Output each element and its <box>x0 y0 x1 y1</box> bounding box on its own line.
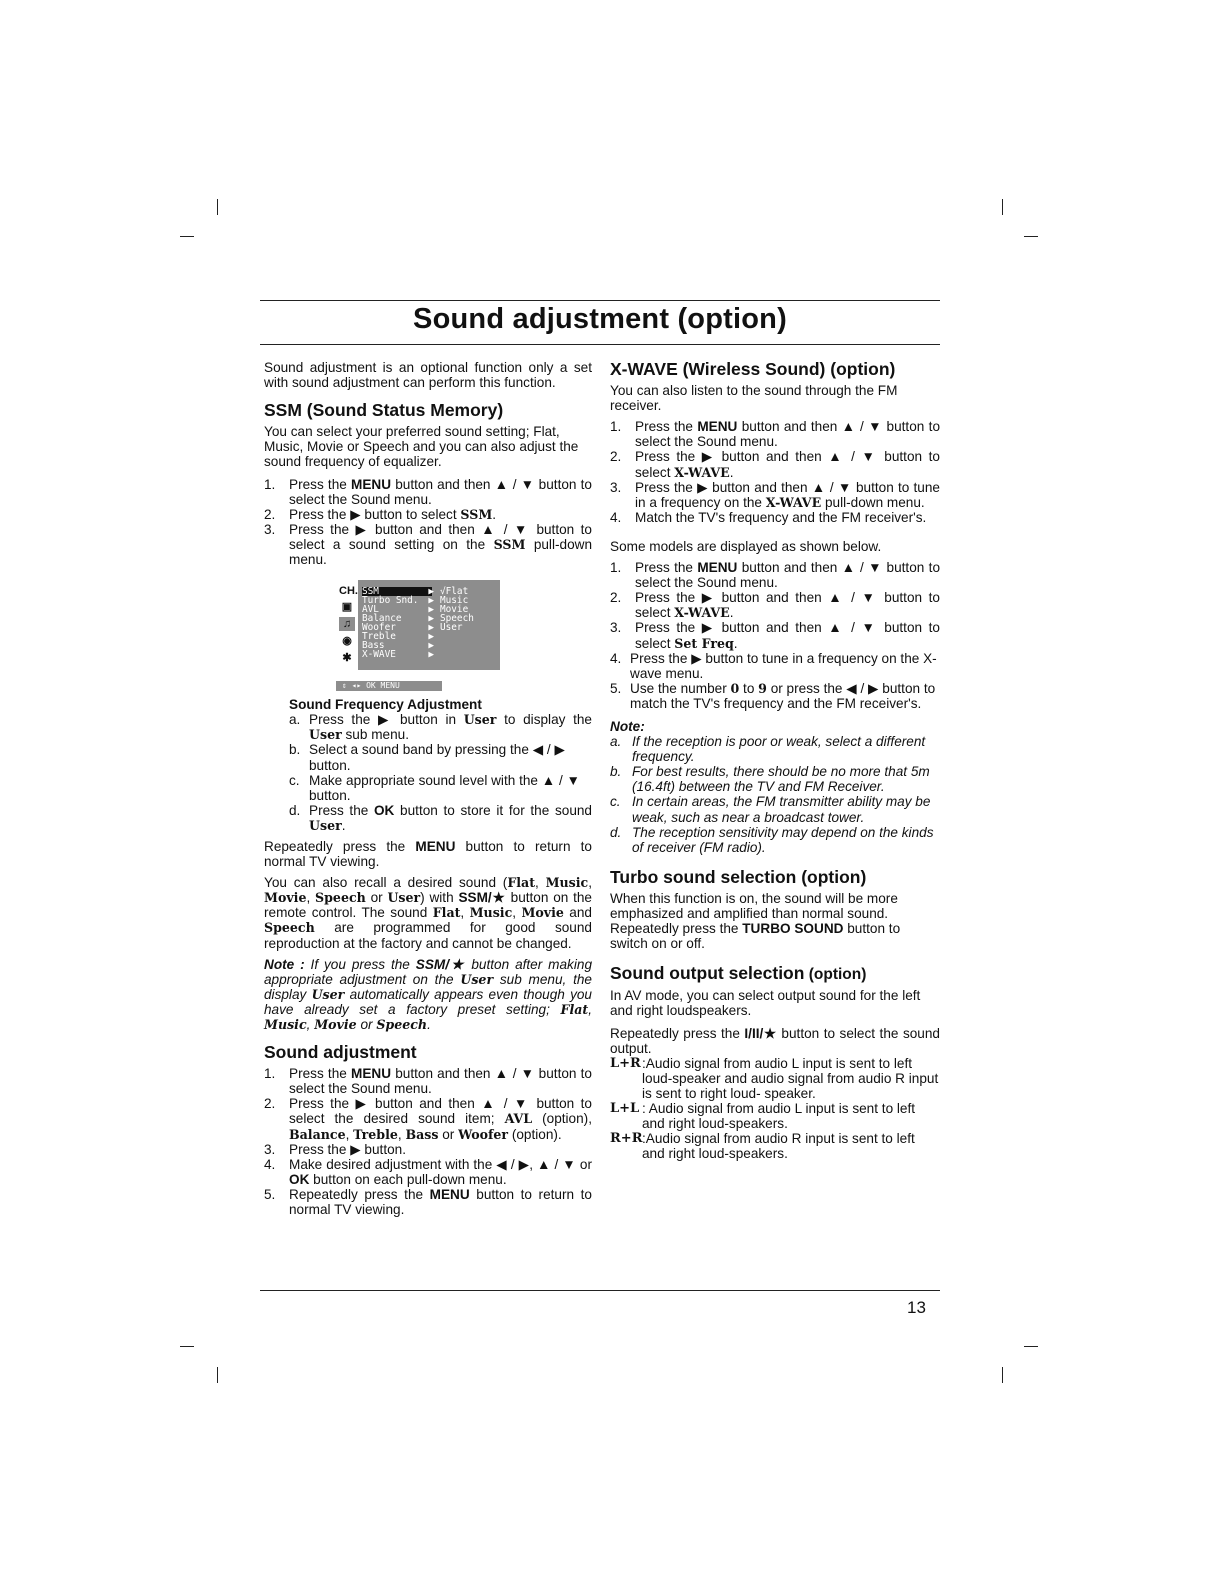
some-models-text: Some models are displayed as shown below. <box>610 538 882 554</box>
list-item: 4. Press the ▶ button to tune in a frequency on the X-wave menu. <box>610 650 937 681</box>
turbo-repeat: Repeatedly press the TURBO SOUND button to switch on or off. <box>610 921 901 952</box>
crop-mark <box>217 1367 218 1383</box>
left-column <box>264 360 592 1217</box>
arrow-right-icon: ▶ <box>428 649 434 661</box>
list-item: 2. Press the ▶ button and then ▲ / ▼ button to select X-WAVE. <box>610 590 940 621</box>
channel-icon: CH. <box>339 585 358 598</box>
list-item: 3. Press the ▶ button and then ▲ / ▼ button to tune in a frequency on the X-WAVE pull-down menu. <box>610 479 940 510</box>
list-item: 1. Press the MENU button and then ▲ / ▼ button to select the Sound menu. <box>610 419 941 450</box>
osd-icon-column <box>336 580 358 670</box>
arrow-right-icon: ▶ <box>428 622 434 634</box>
xwave-steps <box>610 419 940 525</box>
arrow-right-icon: ▶ <box>428 631 434 643</box>
arrow-right-icon: ▶ <box>428 595 434 607</box>
osd-item-balance[interactable]: Balance ▶ <box>362 613 434 625</box>
crop-mark <box>1002 1367 1003 1383</box>
osd-option-user[interactable]: User <box>440 622 463 634</box>
xwave-desc: You can also listen to the sound through the FM receiver. <box>610 383 898 414</box>
output-item-rr: R+R :Audio signal from audio R input is sent to left and right loud-speakers. <box>610 1131 915 1162</box>
list-item: c. In certain areas, the FM transmitter ability may be weak, such as near a broadcast tower. <box>610 794 931 825</box>
right-column <box>610 360 940 1161</box>
xwave-heading: X-WAVE (Wireless Sound) (option) <box>610 359 896 379</box>
crop-mark <box>1024 1346 1038 1347</box>
list-item: d. Press the OK button to store it for the sound User. <box>289 802 592 833</box>
osd-nav-bar: ⇕ ◂▸ OK MENU <box>336 681 442 691</box>
sound-adjustment-heading: Sound adjustment <box>264 1042 417 1063</box>
osd-item-ssm[interactable]: SSM ▶ <box>362 586 434 598</box>
osd-item-avl[interactable]: AVL ▶ <box>362 604 434 616</box>
crop-mark <box>1002 199 1003 215</box>
title-rule <box>260 344 940 345</box>
arrow-right-icon: ▶ <box>428 604 434 616</box>
adj-steps <box>264 1066 592 1217</box>
osd-option-music[interactable]: Music <box>440 595 469 607</box>
list-item: 3. Press the ▶ button and then ▲ / ▼ button to select Set Freq. <box>610 620 940 651</box>
list-item: 1. Press the MENU button and then ▲ / ▼ button to select the Sound menu. <box>264 476 592 507</box>
arrow-right-icon: ▶ <box>428 586 434 598</box>
crop-mark <box>217 199 218 215</box>
arrow-right-icon: ▶ <box>428 640 434 652</box>
osd-option-movie[interactable]: Movie <box>440 604 469 616</box>
xwave-steps-alt <box>610 560 940 711</box>
osd-item-woofer[interactable]: Woofer ▶ <box>362 622 434 634</box>
osd-item-treble[interactable]: Treble ▶ <box>362 631 434 643</box>
output-item-ll: L+L : Audio signal from audio L input is sent to left and right loud-speakers. <box>610 1101 916 1132</box>
freq-steps <box>264 712 592 833</box>
osd-option-flat[interactable]: √Flat <box>440 586 469 598</box>
osd-item-xwave[interactable]: X-WAVE ▶ <box>362 649 434 661</box>
list-item: a. If the reception is poor or weak, select a different frequency. <box>610 734 926 765</box>
repeat-text: Repeatedly press the MENU button to return to normal TV viewing. <box>264 838 592 870</box>
list-item: 5. Repeatedly press the MENU button to return to normal TV viewing. <box>264 1186 592 1218</box>
ssm-desc: You can select your preferred sound setting; Flat, Music, Movie or Speech and you can also adjust the sound frequency of equalizer. <box>264 424 579 470</box>
list-item: c. Make appropriate sound level with the ▲ / ▼ button. <box>289 772 580 803</box>
list-item: a. Press the ▶ button in User to display the User sub menu. <box>289 712 592 743</box>
list-item: d. The reception sensitivity may depend on the kinds of receiver (FM radio). <box>610 824 934 855</box>
turbo-heading: Turbo sound selection (option) <box>610 866 867 887</box>
list-item: 4. Make desired adjustment with the ◀ / ▶, ▲ / ▼ or OK button on each pull-down menu. <box>264 1156 592 1187</box>
bottom-rule <box>260 1290 940 1291</box>
list-item: 3. Press the ▶ button. <box>264 1141 407 1157</box>
osd-item-turbo[interactable]: Turbo Snd. ▶ <box>362 595 434 607</box>
time-icon: ◉ <box>342 635 352 648</box>
ssm-heading: SSM (Sound Status Memory) <box>264 400 504 421</box>
crop-mark <box>180 236 194 237</box>
arrow-right-icon: ▶ <box>428 613 434 625</box>
list-item: 1. Press the MENU button and then ▲ / ▼ button to select the Sound menu. <box>610 560 941 591</box>
freq-heading: Sound Frequency Adjustment <box>289 697 482 713</box>
sound-icon: ♫ <box>339 617 355 631</box>
output-repeat: Repeatedly press the I/II/★ button to select the sound output. <box>610 1025 940 1056</box>
list-item: b. Select a sound band by pressing the ◀ / ▶ button. <box>289 742 565 773</box>
intro-text: Sound adjustment is an optional function only a set with sound adjustment can perform this function. <box>264 360 592 391</box>
turbo-desc: When this function is on, the sound will be more emphasized and amplified than normal sound. <box>610 890 898 921</box>
top-rule <box>260 300 940 301</box>
recall-text: You can also recall a desired sound (Flat, Music, Movie, Speech or User) with SSM/★ button on the remote control. The sound Flat, Music, Movie and Speech are programmed for good sound reproduction at the factory and cannot be changed. <box>264 875 592 951</box>
list-item: 3. Press the ▶ button and then ▲ / ▼ button to select a sound setting on the SSM pull-down menu. <box>264 521 593 568</box>
output-item-lr: L+R :Audio signal from audio L input is sent to left loud-speaker and audio signal from audio R input is sent to right loud- speaker. <box>610 1055 939 1101</box>
osd-item-bass[interactable]: Bass ▶ <box>362 640 434 652</box>
page-title: Sound adjustment (option) <box>413 303 787 335</box>
list-item: 2. Press the ▶ button to select SSM. <box>264 506 497 522</box>
list-item: 2. Press the ▶ button and then ▲ / ▼ button to select X-WAVE. <box>610 449 940 480</box>
xwave-notes <box>610 734 940 855</box>
osd-option-speech[interactable]: Speech <box>440 613 474 625</box>
list-item: 5. Use the number 0 to 9 or press the ◀ / ▶ button to match the TV's frequency and the FM receiver's. <box>610 680 936 711</box>
list-item: b. For best results, there should be no more that 5m (16.4ft) between the TV and FM Receiver. <box>610 764 930 795</box>
list-item: 4. Match the TV's frequency and the FM receiver's. <box>610 509 927 525</box>
picture-icon: ▣ <box>341 601 353 614</box>
note-text: Note : If you press the SSM/★ button after making appropriate adjustment on the User sub menu, the display User automatically appears even though you have already set a factory preset setting; Flat, Music, Movie or Speech. <box>264 956 592 1032</box>
output-desc: In AV mode, you can select output sound for the left and right loudspeakers. <box>610 988 921 1019</box>
page-number: 13 <box>907 1298 926 1317</box>
special-icon: ✱ <box>342 652 352 665</box>
list-item: 1. Press the MENU button and then ▲ / ▼ button to select the Sound menu. <box>264 1066 592 1097</box>
ssm-steps <box>264 477 592 568</box>
crop-mark <box>180 1346 194 1347</box>
list-item: 2. Press the ▶ button and then ▲ / ▼ button to select the desired sound item; AVL (option), Balance, Treble, Bass or Woofer (option). <box>264 1096 592 1142</box>
output-heading: Sound output selection (option) <box>610 963 867 984</box>
sound-menu-osd <box>336 580 500 670</box>
crop-mark <box>1024 236 1038 237</box>
note-label: Note: <box>610 718 645 734</box>
